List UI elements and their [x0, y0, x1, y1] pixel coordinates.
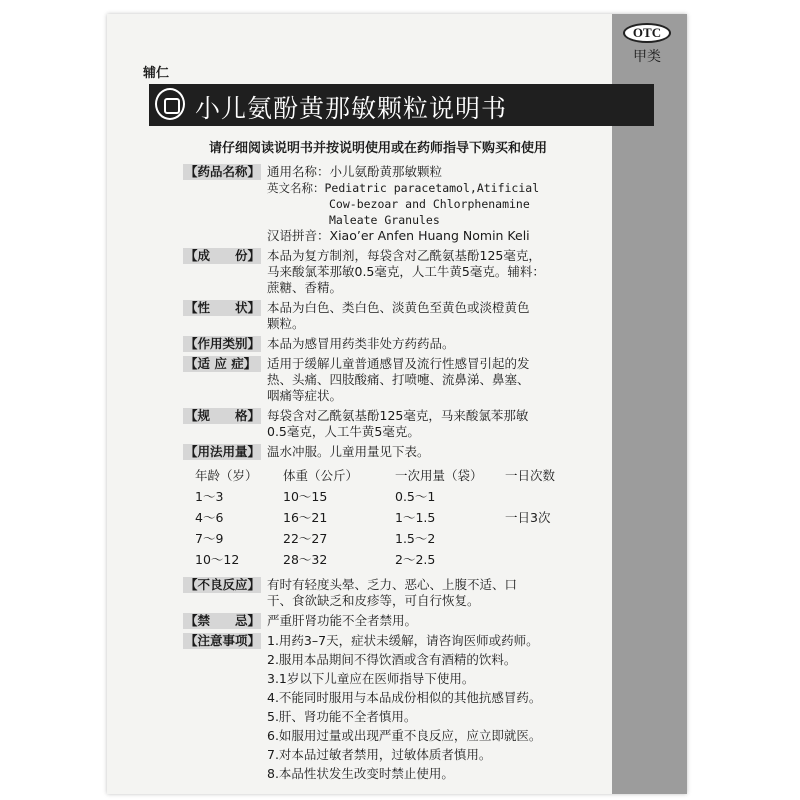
dose-cell: 2～2.5 [395, 551, 436, 567]
specification-line: 每袋含对乙酰氨基酚125毫克，马来酸氯苯那敏 [267, 408, 529, 423]
section-usage [183, 444, 623, 460]
age-cell: 1～3 [195, 488, 224, 504]
otc-category: 甲类 [633, 49, 661, 65]
document-title: 小儿氨酚黄那敏颗粒说明书 [195, 94, 508, 123]
section-drug-name [183, 164, 623, 244]
table-header-row [195, 464, 623, 485]
english-name-line: Cow-bezoar and Chlorphenamine [329, 197, 530, 211]
english-name-line: Maleate Granules [329, 213, 440, 227]
usage-notice: 请仔细阅读说明书并按说明使用或在药师指导下购买和使用 [209, 141, 548, 156]
common-name: 通用名称：小儿氨酚黄那敏颗粒 [267, 164, 443, 179]
gray-side-band [612, 14, 687, 794]
section-label: 【药品名称】 [185, 164, 261, 179]
precaution-item: 5.肝、肾功能不全者慎用。 [267, 709, 417, 724]
precaution-item: 6.如服用过量或出现严重不良反应，应立即就医。 [267, 728, 542, 743]
weight-cell: 22～27 [283, 530, 328, 546]
leaflet-sheet [107, 14, 687, 794]
dosage-table [195, 464, 623, 569]
ingredients-line: 马来酸氯苯那敏0.5毫克，人工牛黄5毫克。辅料： [267, 264, 545, 279]
appearance-line: 颗粒。 [267, 316, 305, 331]
usage-line: 温水冲服。儿童用量见下表。 [267, 444, 430, 459]
precaution-item: 3.1岁以下儿童应在医师指导下使用。 [267, 671, 475, 686]
precaution-item: 1.用药3–7天，症状未缓解，请咨询医师或药师。 [267, 633, 539, 648]
section-label: 【性 状】 [185, 300, 261, 315]
weight-cell: 10～15 [283, 488, 328, 504]
brand-name: 辅仁 [143, 66, 170, 81]
column-header: 一次用量（袋） [395, 467, 483, 483]
section-label: 【成 份】 [185, 248, 261, 263]
appearance-line: 本品为白色、类白色、淡黄色至黄色或淡橙黄色 [267, 300, 530, 315]
pinyin-name: 汉语拼音：Xiao’er Anfen Huang Nomin Keli [267, 228, 530, 243]
section-ingredients [183, 248, 623, 296]
section-label: 【作用类别】 [185, 336, 261, 351]
age-cell: 7～9 [195, 530, 224, 546]
section-precautions [183, 633, 623, 782]
adverse-line: 干、食欲缺乏和皮疹等，可自行恢复。 [267, 593, 480, 608]
contra-line: 严重肝肾功能不全者禁用。 [267, 613, 418, 628]
leaflet-sections [183, 164, 623, 786]
indications-line: 热、头痛、四肢酸痛、打喷嚏、流鼻涕、鼻塞、 [267, 372, 530, 387]
section-label: 【规 格】 [185, 408, 261, 423]
table-row [195, 485, 623, 506]
otc-mark [613, 22, 681, 66]
section-label: 【不良反应】 [185, 577, 261, 592]
section-adverse-reactions [183, 577, 623, 609]
precaution-item: 8.本品性状发生改变时禁止使用。 [267, 766, 454, 781]
column-header: 体重（公斤） [283, 467, 359, 483]
indications-line: 适用于缓解儿童普通感冒及流行性感冒引起的发 [267, 356, 530, 371]
weight-cell: 28～32 [283, 551, 328, 567]
precaution-item: 2.服用本品期间不得饮酒或含有酒精的饮料。 [267, 652, 517, 667]
column-header: 一日次数 [505, 467, 556, 483]
title-bar [149, 84, 654, 126]
age-cell: 4～6 [195, 509, 224, 525]
dose-cell: 1.5～2 [395, 530, 436, 546]
category-line: 本品为感冒用药类非处方药药品。 [267, 336, 455, 351]
section-contraindications [183, 613, 623, 629]
precaution-item: 4.不能同时服用与本品成份相似的其他抗感冒药。 [267, 690, 542, 705]
column-header: 年龄（岁） [195, 467, 258, 483]
company-logo-icon [155, 88, 185, 120]
section-specification [183, 408, 623, 440]
section-label: 【适 应 症】 [183, 356, 261, 372]
frequency-cell: 一日3次 [505, 509, 551, 525]
table-row [195, 527, 623, 548]
section-label: 【用法用量】 [185, 444, 261, 459]
ingredients-line: 蔗糖、香精。 [267, 280, 343, 295]
section-appearance [183, 300, 623, 332]
section-label: 【禁 忌】 [185, 613, 261, 628]
otc-badge: OTC [623, 23, 671, 43]
dose-cell: 0.5～1 [395, 488, 436, 504]
english-name-line: 英文名称：Pediatric paracetamol,Atificial [267, 181, 540, 195]
section-category [183, 336, 623, 352]
section-label: 【注意事项】 [185, 633, 261, 648]
age-cell: 10～12 [195, 551, 240, 567]
ingredients-line: 本品为复方制剂，每袋含对乙酰氨基酚125毫克， [267, 248, 541, 263]
indications-line: 咽痛等症状。 [267, 388, 343, 403]
specification-line: 0.5毫克，人工牛黄5毫克。 [267, 424, 420, 439]
table-row [195, 506, 623, 527]
precaution-item: 7.对本品过敏者禁用，过敏体质者慎用。 [267, 747, 492, 762]
adverse-line: 有时有轻度头晕、乏力、恶心、上腹不适、口 [267, 577, 518, 592]
table-row [195, 548, 623, 569]
section-indications [183, 356, 623, 404]
dose-cell: 1～1.5 [395, 509, 436, 525]
weight-cell: 16～21 [283, 509, 328, 525]
